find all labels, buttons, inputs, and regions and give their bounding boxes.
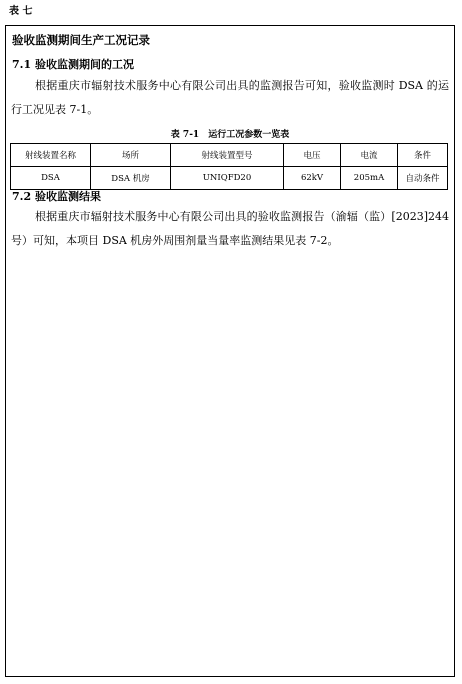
operating-parameters-table [10, 143, 448, 190]
cell-condition: 自动条件 [398, 167, 448, 190]
subsection-7-1-paragraph: 根据重庆市辐射技术服务中心有限公司出具的监测报告可知，验收监测时 DSA 的运行工况见表 7-1。 [11, 79, 449, 116]
document-frame [5, 25, 455, 677]
subsection-7-1-title: 7.1 验收监测期间的工况 [12, 58, 134, 71]
subsection-7-2-paragraph: 根据重庆市辐射技术服务中心有限公司出具的验收监测报告（渝辐（监）[2023]244 号）可知，本项目 DSA 机房外周围剂量当量率监测结果见表 7-2。 [11, 210, 449, 247]
header-condition: 条件 [398, 144, 448, 167]
table-header-row [11, 144, 448, 167]
table-label: 表 七 [9, 6, 33, 17]
header-location: 场所 [91, 144, 171, 167]
header-device-name: 射线装置名称 [11, 144, 91, 167]
table-row [11, 167, 448, 190]
cell-current: 205mA [341, 167, 398, 190]
header-voltage: 电压 [284, 144, 341, 167]
cell-device-name: DSA [11, 167, 91, 190]
section-title: 验收监测期间生产工况记录 [12, 33, 150, 47]
cell-device-model: UNIQFD20 [171, 167, 284, 190]
cell-voltage: 62kV [284, 167, 341, 190]
header-device-model: 射线装置型号 [171, 144, 284, 167]
table-caption: 表 7-1 运行工况参数一览表 [170, 130, 290, 140]
header-current: 电流 [341, 144, 398, 167]
cell-location: DSA 机房 [91, 167, 171, 190]
subsection-7-2-title: 7.2 验收监测结果 [12, 190, 101, 203]
